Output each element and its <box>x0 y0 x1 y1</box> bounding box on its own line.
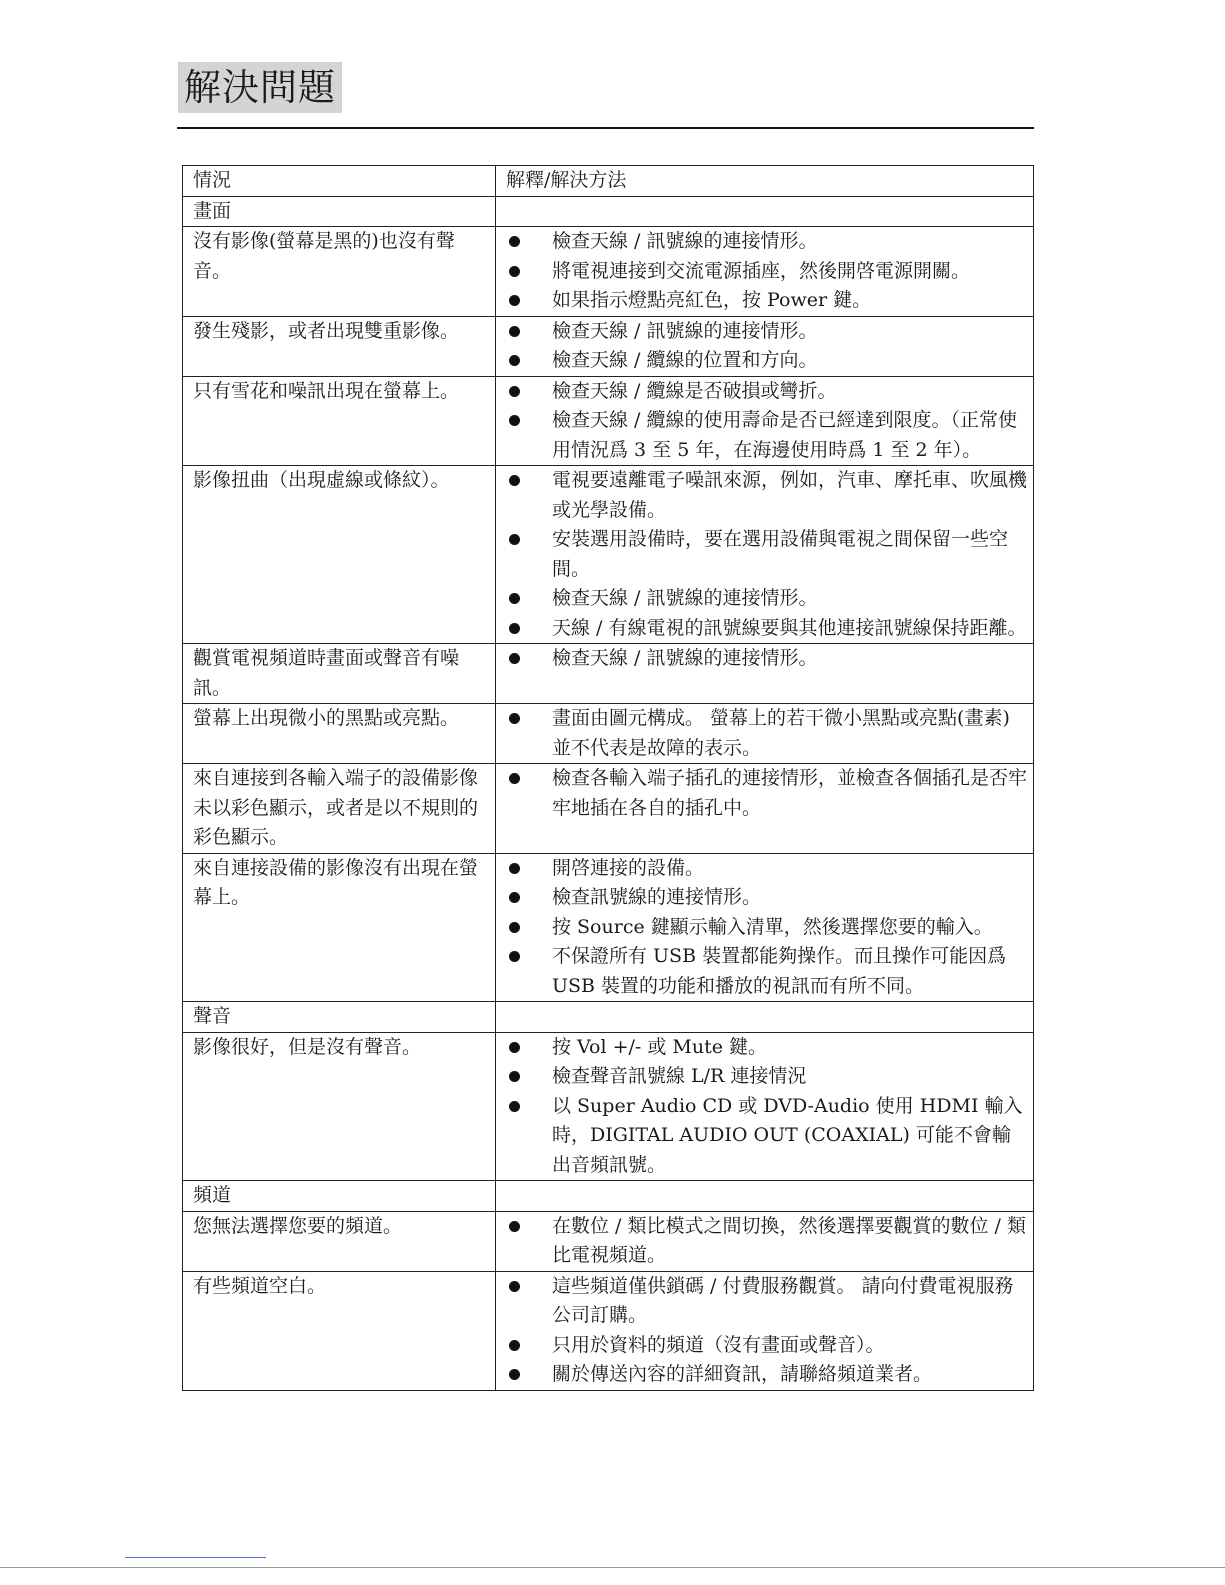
solution-item <box>506 913 1027 943</box>
solution-text: 開啓連接的設備。 <box>552 856 705 879</box>
solution-text: 以 Super Audio CD 或 DVD-Audio 使用 HDMI 輸入時，DIGITAL AUDIO OUT (COAXIAL) 可能不會輸出音頻訊號。 <box>552 1094 1023 1176</box>
bullet-icon <box>509 922 520 933</box>
bullet-icon <box>509 773 520 784</box>
solution-item <box>506 317 1027 347</box>
title-divider <box>177 127 1034 129</box>
bullet-icon <box>509 236 520 247</box>
situation-cell: 來自連接到各輸入端子的設備影像未以彩色顯示，或者是以不規則的彩色顯示。 <box>183 764 496 854</box>
table-row <box>183 316 1034 376</box>
situation-cell: 螢幕上出現微小的黑點或亮點。 <box>183 704 496 764</box>
bullet-icon <box>509 1071 520 1082</box>
section-label: 畫面 <box>183 196 496 227</box>
footer-rule <box>0 1567 1225 1568</box>
solution-list <box>506 377 1027 466</box>
solution-item <box>506 227 1027 257</box>
solution-item <box>506 1092 1027 1181</box>
solution-cell <box>496 1032 1034 1181</box>
bullet-icon <box>509 475 520 486</box>
solution-text: 檢查天線 / 訊號線的連接情形。 <box>552 230 818 252</box>
table-header-row <box>183 166 1034 197</box>
solution-item <box>506 1062 1027 1092</box>
table-row <box>183 853 1034 1002</box>
solution-text: 關於傳送內容的詳細資訊，請聯絡頻道業者。 <box>552 1363 933 1385</box>
solution-text: 按 Source 鍵顯示輸入清單，然後選擇您要的輸入。 <box>552 915 993 938</box>
bullet-icon <box>509 534 520 545</box>
solution-list <box>506 854 1027 1002</box>
solution-text: 安裝選用設備時，要在選用設備與電視之間保留一些空間。 <box>552 528 1009 580</box>
solution-cell <box>496 466 1034 644</box>
solution-text: 如果指示燈點亮紅色，按 Power 鍵。 <box>552 289 872 311</box>
solution-list <box>506 764 1027 823</box>
situation-cell: 只有雪花和噪訊出現在螢幕上。 <box>183 376 496 466</box>
solution-cell <box>496 227 1034 317</box>
solution-text: 檢查天線 / 纜線的使用壽命是否已經達到限度。（正常使用情況爲 3 至 5 年，在海邊使用時爲 1 至 2 年）。 <box>552 409 1017 461</box>
bullet-icon <box>509 653 520 664</box>
situation-cell: 有些頻道空白。 <box>183 1271 496 1390</box>
solution-item <box>506 1272 1027 1331</box>
page-title: 解決問題 <box>178 62 342 113</box>
bullet-icon <box>509 326 520 337</box>
solution-text: 不保證所有 USB 裝置都能夠操作。而且操作可能因爲 USB 裝置的功能和播放的視訊而有所不同。 <box>552 945 1007 997</box>
solution-item <box>506 1212 1027 1271</box>
situation-cell: 影像扭曲（出現虛線或條紋）。 <box>183 466 496 644</box>
solution-item <box>506 466 1027 525</box>
solution-list <box>506 1033 1027 1181</box>
bullet-icon <box>509 1042 520 1053</box>
bullet-icon <box>509 355 520 366</box>
table-row <box>183 764 1034 854</box>
bullet-icon <box>509 892 520 903</box>
section-empty-cell <box>496 1181 1034 1212</box>
header-situation: 情況 <box>183 166 496 197</box>
solution-item <box>506 525 1027 584</box>
solution-text: 畫面由圖元構成。 螢幕上的若干微小黑點或亮點(畫素)並不代表是故障的表示。 <box>552 707 1010 759</box>
solution-item <box>506 883 1027 913</box>
footer-link-underline <box>125 1557 266 1558</box>
table-row <box>183 376 1034 466</box>
solution-text: 檢查天線 / 訊號線的連接情形。 <box>552 587 818 609</box>
bullet-icon <box>509 593 520 604</box>
solution-list <box>506 1212 1027 1271</box>
bullet-icon <box>509 1221 520 1232</box>
bullet-icon <box>509 1281 520 1292</box>
solution-text: 檢查各輸入端子插孔的連接情形，並檢查各個插孔是否牢牢地插在各自的插孔中。 <box>552 767 1028 819</box>
section-empty-cell <box>496 196 1034 227</box>
bullet-icon <box>509 266 520 277</box>
solution-item <box>506 377 1027 407</box>
solution-list <box>506 1272 1027 1390</box>
solution-item <box>506 286 1027 316</box>
solution-text: 在數位 / 類比模式之間切換，然後選擇要觀賞的數位 / 類比電視頻道。 <box>552 1214 1026 1266</box>
solution-text: 只用於資料的頻道（沒有畫面或聲音）。 <box>552 1333 885 1356</box>
bullet-icon <box>509 1101 520 1112</box>
solution-item <box>506 942 1027 1001</box>
solution-text: 電視要遠離電子噪訊來源，例如，汽車、摩托車、吹風機或光學設備。 <box>552 469 1028 521</box>
situation-cell: 觀賞電視頻道時畫面或聲音有噪訊。 <box>183 644 496 704</box>
table-row <box>183 1032 1034 1181</box>
troubleshooting-table-body <box>183 166 1034 1391</box>
solution-text: 按 Vol +/- 或 Mute 鍵。 <box>552 1035 768 1058</box>
solution-list <box>506 644 1027 674</box>
solution-list <box>506 227 1027 316</box>
solution-text: 這些頻道僅供鎖碼 / 付費服務觀賞。 請向付費電視服務公司訂購。 <box>552 1274 1014 1326</box>
situation-cell: 發生殘影，或者出現雙重影像。 <box>183 316 496 376</box>
troubleshooting-table <box>182 165 1034 1391</box>
solution-item <box>506 406 1027 465</box>
solution-list <box>506 466 1027 643</box>
table-row <box>183 1211 1034 1271</box>
header-solution: 解釋/解決方法 <box>496 166 1034 197</box>
solution-item <box>506 1360 1027 1390</box>
bullet-icon <box>509 1340 520 1351</box>
bullet-icon <box>509 863 520 874</box>
solution-text: 檢查天線 / 訊號線的連接情形。 <box>552 319 818 342</box>
solution-item <box>506 614 1027 644</box>
solution-text: 檢查天線 / 訊號線的連接情形。 <box>552 647 818 669</box>
situation-cell: 沒有影像(螢幕是黑的)也沒有聲音。 <box>183 227 496 317</box>
bullet-icon <box>509 386 520 397</box>
section-label: 頻道 <box>183 1181 496 1212</box>
solution-item <box>506 257 1027 287</box>
solution-item <box>506 584 1027 614</box>
bullet-icon <box>509 415 520 426</box>
section-label: 聲音 <box>183 1002 496 1033</box>
solution-text: 檢查訊號線的連接情形。 <box>552 886 762 908</box>
table-row <box>183 1271 1034 1390</box>
table-row <box>183 704 1034 764</box>
table-row <box>183 227 1034 317</box>
solution-cell <box>496 644 1034 704</box>
solution-item <box>506 854 1027 884</box>
solution-item <box>506 1033 1027 1063</box>
section-row <box>183 1002 1034 1033</box>
solution-cell <box>496 704 1034 764</box>
solution-cell <box>496 764 1034 854</box>
bullet-icon <box>509 713 520 724</box>
solution-item <box>506 764 1027 823</box>
solution-text: 檢查天線 / 纜線是否破損或彎折。 <box>552 379 837 402</box>
table-row <box>183 466 1034 644</box>
bullet-icon <box>509 1369 520 1380</box>
bullet-icon <box>509 623 520 634</box>
solution-cell <box>496 1211 1034 1271</box>
situation-cell: 影像很好，但是沒有聲音。 <box>183 1032 496 1181</box>
solution-item <box>506 1331 1027 1361</box>
section-empty-cell <box>496 1002 1034 1033</box>
solution-text: 檢查聲音訊號線 L/R 連接情況 <box>552 1065 807 1087</box>
situation-cell: 您無法選擇您要的頻道。 <box>183 1211 496 1271</box>
solution-cell <box>496 1271 1034 1390</box>
solution-list <box>506 704 1027 763</box>
solution-text: 檢查天線 / 纜線的位置和方向。 <box>552 349 818 371</box>
solution-item <box>506 704 1027 763</box>
solution-item <box>506 346 1027 376</box>
solution-list <box>506 317 1027 376</box>
situation-cell: 來自連接設備的影像沒有出現在螢幕上。 <box>183 853 496 1002</box>
solution-cell <box>496 853 1034 1002</box>
bullet-icon <box>509 295 520 306</box>
solution-cell <box>496 316 1034 376</box>
solution-text: 將電視連接到交流電源插座，然後開啓電源開關。 <box>552 259 971 282</box>
section-row <box>183 196 1034 227</box>
solution-item <box>506 644 1027 674</box>
table-row <box>183 644 1034 704</box>
section-row <box>183 1181 1034 1212</box>
solution-cell <box>496 376 1034 466</box>
bullet-icon <box>509 951 520 962</box>
solution-text: 天線 / 有線電視的訊號線要與其他連接訊號線保持距離。 <box>552 616 1027 639</box>
